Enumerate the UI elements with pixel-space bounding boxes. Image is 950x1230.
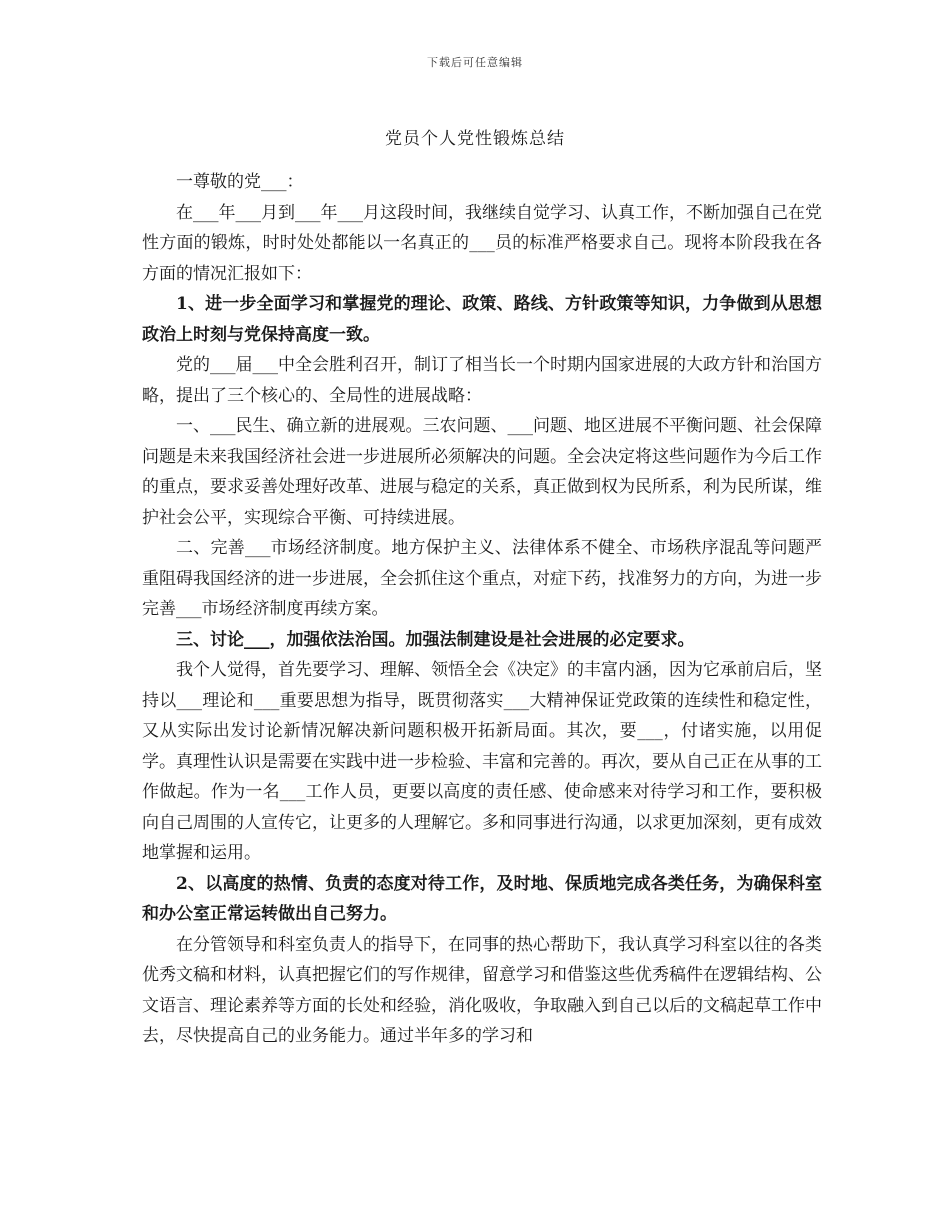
header-note: 下载后可任意编辑	[427, 56, 523, 69]
document-body	[142, 167, 822, 1052]
paragraph-work: 在分管领导和科室负责人的指导下，在同事的热心帮助下，我认真学习科室以往的各类优秀文稿和材料，认真把握它们的写作规律，留意学习和借鉴这些优秀稿件在逻辑结构、公文语言、理论素养等方面的长处和经验，消化吸收，争取融入到自己以后的文稿起草工作中去，尽快提高自己的业务能力。通过半年多的学习和	[142, 934, 822, 1046]
document-title: 党员个人党性锻炼总结	[385, 129, 565, 149]
paragraph-intro: 在___年___月到___年___月这段时间，我继续自觉学习、认真工作，不断加强自己在党性方面的锻炼，时时处处都能以一名真正的___员的标准严格要求自己。现将本阶段我在各方面的情况汇报如下：	[142, 202, 822, 284]
section-heading-2: 2、以高度的热情、负责的态度对待工作，及时地、保质地完成各类任务，为确保科室和办公室正常运转做出自己努力。	[142, 873, 822, 924]
paragraph-salutation: 一尊敬的党___：	[176, 172, 304, 192]
section-heading-1: 1、进一步全面学习和掌握党的理论、政策、路线、方针政策等知识，力争做到从思想政治上时刻与党保持高度一致。	[142, 294, 822, 345]
paragraph-plenum: 党的___届___中全会胜利召开，制订了相当长一个时期内国家进展的大政方针和治国方略，提出了三个核心的、全局性的进展战略：	[142, 355, 822, 406]
paragraph-personal-view: 我个人觉得，首先要学习、理解、领悟全会《决定》的丰富内涵，因为它承前启后，坚持以___理论和___重要思想为指导，既贯彻落实___大精神保证党政策的连续性和稳定性，又从实际出发讨论新情况解决新问题积极开拓新局面。其次，要___，付诸实施，以用促学。真理性认识是需要在实践中进一步检验、丰富和完善的。再次，要从自己正在从事的工作做起。作为一名___工作人员，更要以高度的责任感、使命感来对待学习和工作，要积极向自己周围的人宣传它，让更多的人理解它。多和同事进行沟通，以求更加深刻，更有成效地掌握和运用。	[142, 660, 822, 863]
section-heading-3: 三、讨论___，加强依法治国。加强法制建设是社会进展的必定要求。	[176, 629, 695, 650]
paragraph-point-2: 二、完善___市场经济制度。地方保护主义、法律体系不健全、市场秩序混乱等问题严重阻碍我国经济的进一步进展，全会抓住这个重点，对症下药，找准努力的方向，为进一步完善___市场经济制度再续方案。	[142, 538, 822, 619]
paragraph-point-1: 一、___民生、确立新的进展观。三农问题、___问题、地区进展不平衡问题、社会保障问题是未来我国经济社会进一步进展所必须解决的问题。全会决定将这些问题作为今后工作的重点，要求妥善处理好改革、进展与稳定的关系，真正做到权为民所系，利为民所谋，维护社会公平，实现综合平衡、可持续进展。	[142, 416, 822, 528]
